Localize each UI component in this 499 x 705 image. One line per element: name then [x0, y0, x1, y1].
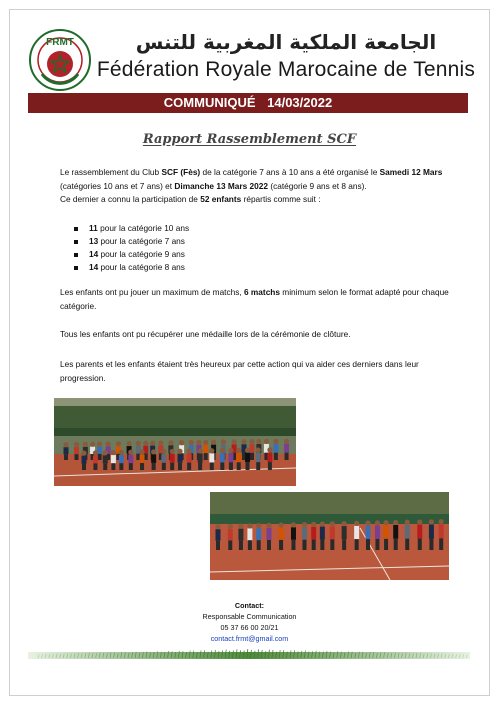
report-title: Rapport Rassemblement SCF [142, 132, 357, 147]
svg-text:FRMT: FRMT [46, 37, 74, 48]
list-item: 14 pour la catégorie 8 ans [72, 261, 372, 274]
paragraph-conclusion: Les parents et les enfants étaient très heureux par cette action qui va aider ces derniers dans leur progression. [60, 359, 419, 383]
contact-department: Responsable Communication [202, 612, 297, 621]
paragraph-intro: Le rassemblement du Club SCF (Fès) de la catégorie 7 ans à 10 ans a été organisé le Samedi 12 Mars (catégories 10 ans et 7 ans) et Dimanche 13 Mars 2022 (catégorie 9 ans et 8 ans). Ce dernier a connu la participation de 52 enfants répartis comme suit : [60, 167, 443, 204]
bullet-icon [74, 240, 78, 244]
bullet-icon [74, 227, 78, 231]
contact-email-link[interactable]: contact.frmt@gmail.com [210, 634, 289, 643]
french-federation-title: Fédération Royale Marocaine de Tennis [96, 58, 476, 81]
banner-date: 14/03/2022 [267, 95, 333, 110]
frmt-logo [28, 28, 92, 92]
banner-label: COMMUNIQUÉ [163, 95, 256, 110]
group-photo-1 [54, 398, 296, 486]
list-item: 13 pour la catégorie 7 ans [72, 235, 372, 248]
contact-heading: Contact: [234, 601, 265, 610]
list-item: 11 pour la catégorie 10 ans [72, 222, 372, 235]
grass-decoration [28, 646, 470, 662]
paragraph-medals: Tous les enfants ont pu récupérer une médaille lors de la cérémonie de clôture. [60, 329, 351, 339]
category-list [72, 222, 372, 274]
arabic-federation-title: الجامعة الملكية المغربية للتنس [135, 30, 437, 54]
bullet-icon [74, 266, 78, 270]
contact-block [0, 600, 499, 644]
communique-banner [28, 93, 468, 113]
bullet-icon [74, 253, 78, 257]
contact-phone: 05 37 66 00 20/21 [220, 623, 279, 632]
paragraph-matches: Les enfants ont pu jouer un maximum de matchs, 6 matchs minimum selon le format adapté pour chaque catégorie. [60, 287, 449, 311]
group-photo-2 [210, 492, 449, 580]
list-item: 14 pour la catégorie 9 ans [72, 248, 372, 261]
